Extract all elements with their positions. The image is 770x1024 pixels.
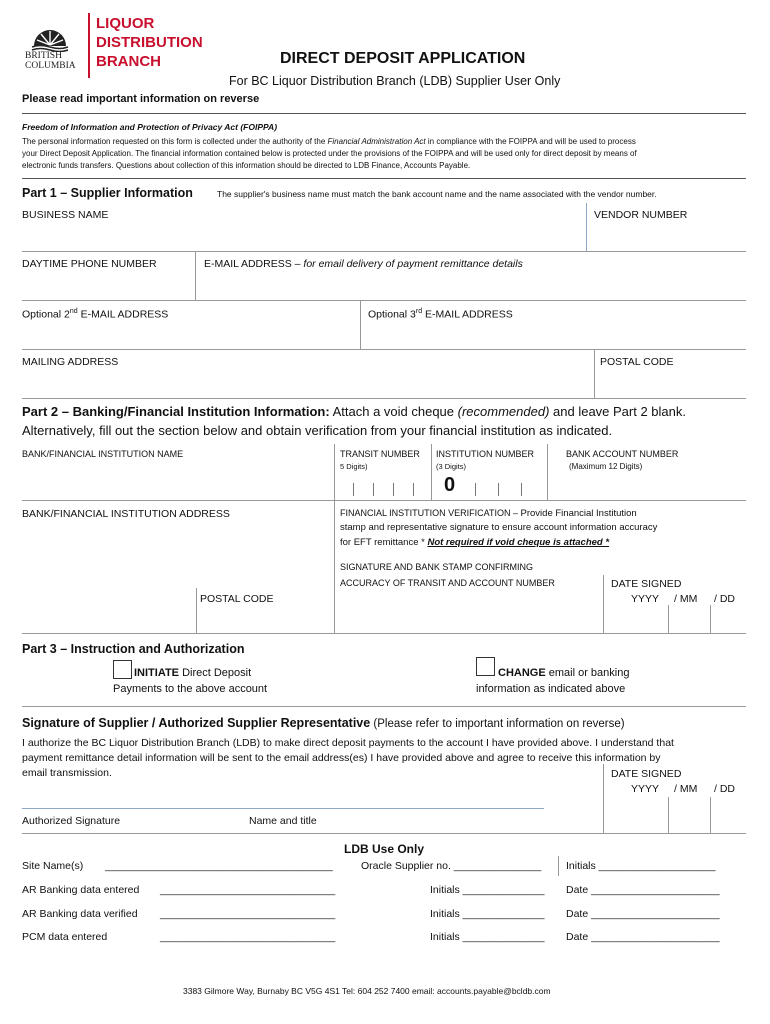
change-label-line2: information as indicated above <box>476 683 626 695</box>
site-initials-field[interactable]: Initials ____________________ <box>566 860 716 872</box>
digit-tick <box>475 483 476 496</box>
sig-date-yyyy: YYYY <box>631 783 660 795</box>
site-names-label: Site Name(s) <box>22 860 84 872</box>
vendor-number-label: VENDOR NUMBER <box>594 209 688 221</box>
ar-entered-initials[interactable]: Initials ______________ <box>430 884 545 896</box>
oracle-divider <box>558 856 559 876</box>
bc-logo-line2: COLUMBIA <box>25 61 76 71</box>
date-divider-dd <box>710 605 711 633</box>
verification-text3: for EFT remittance * <box>340 537 428 548</box>
part2-text2: and leave Part 2 blank. <box>549 404 686 419</box>
sig-date-dd: / DD <box>714 783 735 795</box>
sig-date-divider-mm <box>668 797 669 833</box>
foippa-heading: Freedom of Information and Protection of Privacy Act (FOIPPA) <box>22 122 278 132</box>
authorization-text3: email transmission. <box>22 767 112 779</box>
institution-divider <box>547 444 548 500</box>
phone-email-field[interactable] <box>22 300 746 301</box>
business-name-label: BUSINESS NAME <box>22 209 109 221</box>
pcm-entered-initials[interactable]: Initials ______________ <box>430 931 545 943</box>
optional-email-field[interactable] <box>22 349 746 350</box>
mailing-address-label: MAILING ADDRESS <box>22 356 119 368</box>
digit-tick <box>373 483 374 496</box>
bc-logo-text <box>25 51 76 71</box>
verification-line1 <box>340 508 637 519</box>
date-divider <box>603 575 604 633</box>
digit-tick <box>353 483 354 496</box>
sig-date-divider-dd <box>710 797 711 833</box>
site-names-field[interactable]: _______________________________________ <box>105 860 333 872</box>
ar-entered-field[interactable]: ______________________________ <box>160 884 336 896</box>
institution-digits-note: (3 Digits) <box>436 462 467 471</box>
optional-email3-label <box>368 308 513 321</box>
foippa-line1 <box>22 137 636 146</box>
opt3-text: Optional 3 <box>368 308 416 321</box>
foippa-line3: electronic funds transfers. Questions about collection of this information should be directed to LDB Finance, Accounts Payable. <box>22 161 471 170</box>
ldb-logo-line1: LIQUOR <box>96 15 155 32</box>
initiate-label-bold: INITIATE <box>134 667 180 679</box>
part2-bottom-rule <box>22 633 746 634</box>
logo-divider <box>88 13 90 78</box>
change-label <box>498 667 629 679</box>
ar-verified-label: AR Banking data verified <box>22 908 138 920</box>
bank-info-rule <box>22 500 746 501</box>
foippa-act-name: Financial Administration Act <box>327 137 426 146</box>
initiate-label <box>134 667 251 679</box>
foippa-rule <box>22 178 746 179</box>
change-label-bold: CHANGE <box>498 667 546 679</box>
sig-date-mm: / MM <box>674 783 698 795</box>
signature-bottom-rule <box>22 833 746 834</box>
bank-date-mm: / MM <box>674 593 698 605</box>
foippa-line2: your Direct Deposit Application. The financial information contained below is protected under the provisions of the FOIPPA and will be used only for direct deposit by means of <box>22 149 637 158</box>
part2-heading-line1 <box>22 404 686 419</box>
ldb-logo-line3: BRANCH <box>96 53 161 70</box>
part3-bottom-rule <box>22 706 746 707</box>
pcm-entered-field[interactable]: ______________________________ <box>160 931 336 943</box>
signature-heading <box>22 716 625 730</box>
bank-date-signed-label: DATE SIGNED <box>611 578 682 590</box>
date-divider-mm <box>668 605 669 633</box>
change-checkbox[interactable] <box>476 657 495 676</box>
verification-text: Provide Financial Institution <box>520 508 637 519</box>
change-label-rest: email or banking <box>545 667 630 679</box>
part3-heading: Part 3 – Instruction and Authorization <box>22 642 245 656</box>
bank-address-divider <box>334 501 335 633</box>
sig-date-signed-label: DATE SIGNED <box>611 768 682 780</box>
opt2-text2: E-MAIL ADDRESS <box>77 308 169 321</box>
opt3-text2: E-MAIL ADDRESS <box>422 308 513 321</box>
postal-divider <box>594 350 595 398</box>
bc-logo-line1: BRITISH <box>25 51 62 61</box>
vendor-divider <box>586 203 587 251</box>
header-rule <box>22 113 746 114</box>
bank-postal-divider <box>196 588 197 633</box>
postal-code-label: POSTAL CODE <box>600 356 674 368</box>
stamp-label-line2: ACCURACY OF TRANSIT AND ACCOUNT NUMBER <box>340 578 555 588</box>
authorized-signature-label: Authorized Signature <box>22 815 121 827</box>
phone-divider <box>195 252 196 300</box>
foippa-text: The personal information requested on this form is collected under the authority of the <box>22 137 328 146</box>
name-title-label: Name and title <box>249 815 317 827</box>
bank-date-dd: / DD <box>714 593 735 605</box>
optional-email2-label <box>22 308 168 321</box>
bank-name-label: BANK/FINANCIAL INSTITUTION NAME <box>22 449 184 459</box>
mailing-address-field[interactable] <box>22 398 746 399</box>
bc-sun-icon <box>30 16 70 52</box>
account-number-label: BANK ACCOUNT NUMBER <box>566 449 679 459</box>
signature-heading-note: (Please refer to important information on reverse) <box>370 718 625 730</box>
pcm-entered-date[interactable]: Date ______________________ <box>566 931 720 943</box>
part2-heading-line2: Alternatively, fill out the section below and obtain verification from your financial institution as indicated. <box>22 423 613 438</box>
void-cheque-note: Not required if void cheque is attached * <box>427 537 610 548</box>
opt2-text: Optional 2 <box>22 308 70 321</box>
digit-tick <box>498 483 499 496</box>
verification-line2: stamp and representative signature to ensure account information accuracy <box>340 522 658 533</box>
business-name-field[interactable] <box>22 251 746 252</box>
signature-heading-bold: Signature of Supplier / Authorized Supplier Representative <box>22 716 371 730</box>
part1-note: The supplier's business name must match the bank account name and the name associated with the vendor number. <box>217 189 657 199</box>
bank-postal-code-label: POSTAL CODE <box>200 593 274 605</box>
account-max-note: (Maximum 12 Digits) <box>569 462 643 471</box>
digit-tick <box>413 483 414 496</box>
ar-verified-field[interactable]: ______________________________ <box>160 908 336 920</box>
opt-email-divider <box>360 301 361 349</box>
ldb-use-heading: LDB Use Only <box>344 842 425 856</box>
sig-date-divider <box>603 764 604 833</box>
ar-entered-date[interactable]: Date ______________________ <box>566 884 720 896</box>
bank-date-yyyy: YYYY <box>631 593 660 605</box>
footer-address: 3383 Gilmore Way, Burnaby BC V5G 4S1 Tel: 604 252 7400 email: accounts.payable@bcldb.com <box>183 986 551 996</box>
authorization-text1: I authorize the BC Liquor Distribution Branch (LDB) to make direct deposit payments to the account I have provided above. I understand that <box>22 737 674 749</box>
part2-text: Attach a void cheque <box>329 404 458 419</box>
foippa-text: in compliance with the FOIPPA and will be used to process <box>425 137 636 146</box>
stamp-label-line1: SIGNATURE AND BANK STAMP CONFIRMING <box>340 562 534 572</box>
pcm-entered-label: PCM data entered <box>22 931 108 943</box>
digit-tick <box>393 483 394 496</box>
email-note: for email delivery of payment remittance details <box>303 258 523 270</box>
initiate-label-line2: Payments to the above account <box>113 683 268 695</box>
page-subtitle: For BC Liquor Distribution Branch (LDB) Supplier User Only <box>229 74 561 88</box>
verification-title: FINANCIAL INSTITUTION VERIFICATION – <box>340 508 521 518</box>
transit-digits-note: 5 Digits) <box>340 462 368 471</box>
initiate-checkbox[interactable] <box>113 660 132 679</box>
ar-entered-label: AR Banking data entered <box>22 884 140 896</box>
email-label <box>204 258 523 270</box>
email-label-text: E-MAIL ADDRESS – <box>204 258 304 270</box>
oracle-supplier-field[interactable]: Oracle Supplier no. _______________ <box>361 860 542 872</box>
part2-recommended: (recommended) <box>457 404 550 419</box>
initiate-label-rest: Direct Deposit <box>179 667 252 679</box>
ar-verified-initials[interactable]: Initials ______________ <box>430 908 545 920</box>
signature-line[interactable] <box>22 808 544 809</box>
page-title: DIRECT DEPOSIT APPLICATION <box>280 50 526 67</box>
opt3-sup: rd <box>415 308 423 315</box>
part1-heading: Part 1 – Supplier Information <box>22 186 193 200</box>
institution-prefill-digit: 0 <box>444 474 456 496</box>
read-note: Please read important information on reverse <box>22 93 260 105</box>
bank-address-label: BANK/FINANCIAL INSTITUTION ADDRESS <box>22 508 230 520</box>
bank-name-divider <box>334 444 335 500</box>
digit-tick <box>521 483 522 496</box>
opt2-sup: nd <box>69 308 78 315</box>
transit-divider <box>431 444 432 500</box>
ldb-logo <box>96 14 203 71</box>
authorization-text2: payment remittance detail information will be sent to the email address(es) I have provided above and agree to receive this information by <box>22 752 661 764</box>
transit-number-label: TRANSIT NUMBER <box>340 449 420 459</box>
daytime-phone-label: DAYTIME PHONE NUMBER <box>22 258 157 270</box>
ldb-logo-line2: DISTRIBUTION <box>96 34 203 51</box>
verification-line3 <box>340 537 609 548</box>
ar-verified-date[interactable]: Date ______________________ <box>566 908 720 920</box>
part2-heading: Part 2 – Banking/Financial Institution Information: <box>22 404 330 419</box>
institution-number-label: INSTITUTION NUMBER <box>436 449 534 459</box>
